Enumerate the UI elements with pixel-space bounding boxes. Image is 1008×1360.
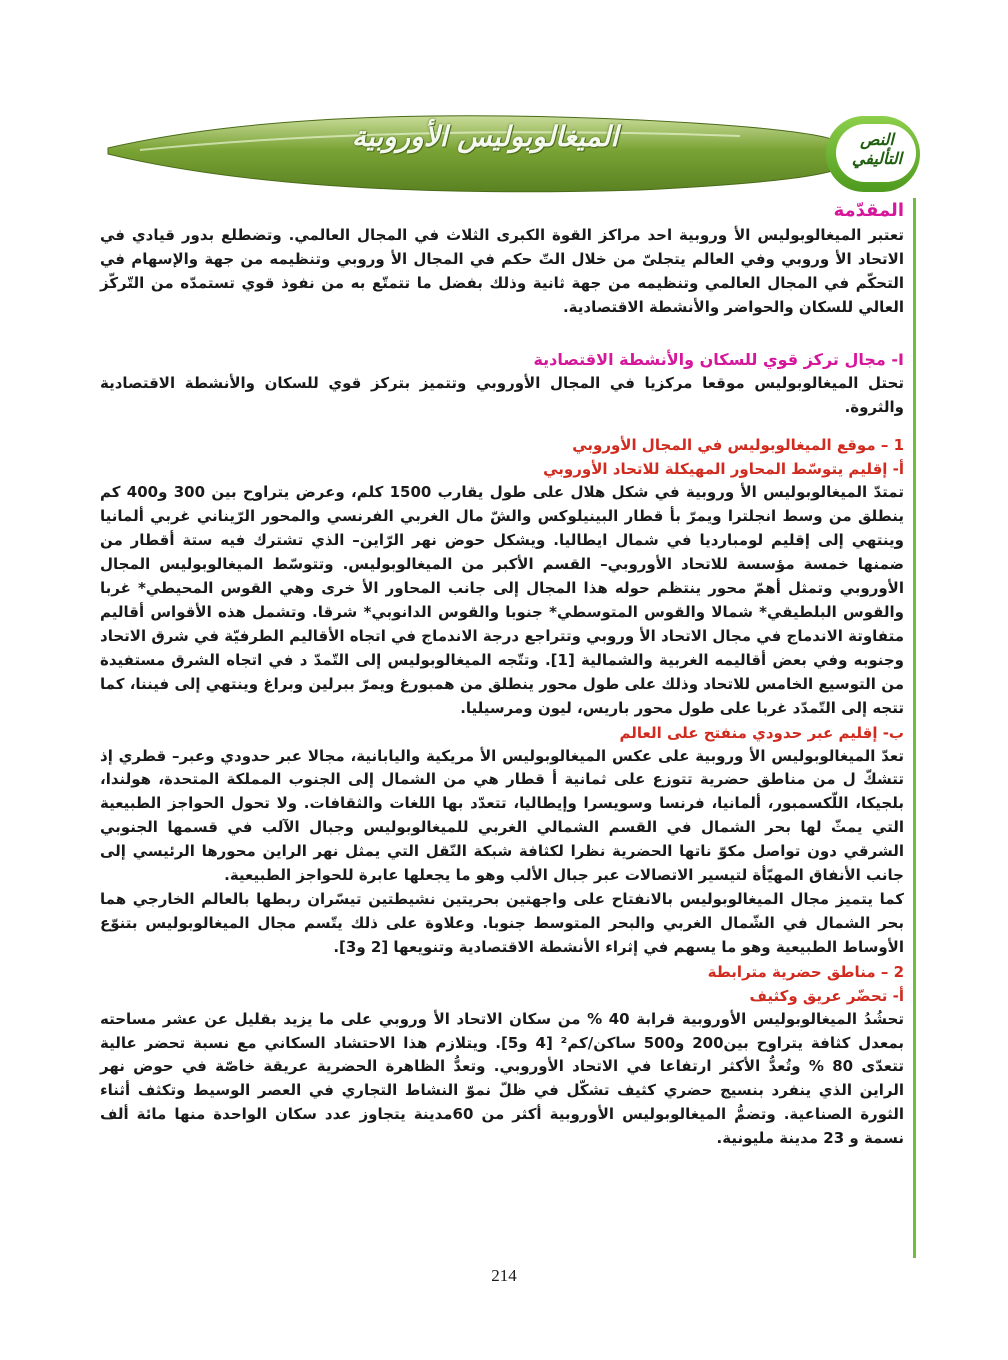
article-body [100, 198, 904, 1151]
sub2a-paragraph: تحشُدُ الميغالوبوليس الأوروبية قرابة 40 % من سكان الاتحاد الأ وروبي على ما يزيد بقليل عن عشر مساحته بمعدل كثافة يتراوح بين200 و500 ساكن/كم² [4 و5]. ويتلازم هذا الاحتشاد السكاني مع نسبة تحضر عالية تتعدّى 80 % وتُعدُّ الأكثر ارتفاعا في الاتحاد الأوروبي. وتعدُّ الظاهرة الحضرية عريقة خاصّة في حوض نهر الراين الذي ينفرد بنسيج حضري كثيف تشكّل في ظلّ نموّ النشاط التجاري في العصر الوسيط وتكثف أثناء الثورة الصناعية. وتضمُّ الميغالوبوليس الأوروبية أكثر من 60مدينة يتجاوز عدد سكان الواحدة منها مائة ألف نسمة و 23 مدينة مليونية. [100, 1009, 905, 1148]
spacer [100, 320, 904, 334]
page-number: 214 [491, 1266, 517, 1285]
sub1b-paragraph-2: كما يتميز مجال الميغالوبوليس بالانفتاح على واجهتين بحريتين نشيطتين تيسّران ربطها بالعالم الخارجي هما بحر الشمال في الشّمال الغربي والبحر المتوسط جنوبا. وعلاوة على ذلك يتّسم مجال الميغالوبوليس بتنوّع الأوساط الطبيعية وهو ما يسهم في إثراء الأنشطة الاقتصادية وتنويعها [2 و3]. [100, 889, 904, 956]
spacer [100, 419, 904, 433]
intro-paragraph: تعتبر الميغالوبوليس الأ وروبية احد مراكز القوة الكبرى الثلاث في المجال العالمي. وتضطلع بدور قيادي في الاتحاد الأ وروبي وفي العالم يتجلىّ من خلال التّ حكم في المجال الأ وروبي وتنظيمه من جهة والإسهام في التحكّم في المجال العالمي وتنظيمه من جهة ثانية وذلك بفضل ما تتمتّع به من نفوذ قوي تستمدّه من التّركّز العالي للسكان والحواضر والأنشطة الاقتصادية. [100, 226, 904, 316]
sub2-heading: 2 – مناطق حضرية مترابطة [707, 962, 904, 981]
section-badge: النص التأليفي [851, 130, 903, 168]
sub1a-paragraph: تمتدّ الميغالوبوليس الأ وروبية في شكل هلال على طول يقارب 1500 كلم، وعرض يتراوح بين 300 و400 كم ينطلق من وسط انجلترا ويمرّ بأ قطار البينيلوكس والشّ مال الغربي الفرنسي والمحور الرّيناني غربي ألمانيا وينتهي إلى إقليم لومبارديا في شمال ايطاليا. ويشكل حوض نهر الرّاين– الذي تشترك فيه ستة أقطار من ضمنها خمسة مؤسسة للاتحاد الأوروبي– القسم الأكبر من الميغالوبوليس. وتتوسّط الميغالوبوليس المجال الأوروبي وتمثل أهمّ محور ينتظم حوله هذا المجال إلى جانب المحاور الأ خرى وهي القوس المحيطي* غربا والقوس البلطيقي* شمالا والقوس المتوسطي* جنوبا والقوس الدانوبي* شرقا. وتشمل هذه الأقواس أقاليم متفاوتة الاندماج في مجال الاتحاد الأ وروبي وتتراجع درجة الاندماج في اتجاه الأقاليم الطرفيّة في شرق الاتحاد وجنوبه وفي بعض أقاليمه الغربية والشمالية [1]. وتتّجه الميغالوبوليس إلى التّمدّ د في اتجاه الشرق مستفيدة من التوسيع الخامس للاتحاد وذلك على طول محور ينطلق من همبورغ ويمرّ ببرلين وبراغ وينتهي إلى فيننا، كما تتجه إلى التّمدّد غربا على طول محور باريس، ليون ومرسيليا. [100, 483, 904, 717]
sub2a-heading: أ- تحضّر عريق وكثيف [749, 986, 904, 1005]
section1-heading: I- مجال تركز قوي للسكان والأنشطة الاقتصادية [533, 349, 904, 369]
sub1b-paragraph-1: تعدّ الميغالوبوليس الأ وروبية على عكس الميغالوبوليس الأ مريكية واليابانية، مجالا عبر حدودي وعبر– قطري إذ تتشكّ ل من مناطق حضرية تتوزع على ثمانية أ قطار هي من الشمال إلى الجنوب المملكة المتحدة، هولندا، بلجيكا، اللّكسمبور، ألمانيا، فرنسا وسويسرا وإيطاليا، تتعدّد بها اللغات والثقافات. ولا تحول الحواجز الطبيعية التي يمثّ لها بحر الشمال في القسم الشمالي الغربي للميغالوبوليس وجبال الآلب في قسمها الجنوبي الشرقي دون تواصل مكوّ ناتها الحضرية نظرا لكثافة شبكة النّقل التي يمثل نهر الراين محورها الرئيسي إلى جانب الأنفاق المهيّأة لتيسير الاتصالات عبر جبال الألب وهو ما يجعلها عابرة للحواجز الطبيعية. [100, 746, 904, 885]
sub1-heading: 1 – موقع الميغالوبوليس في المجال الأوروبي [572, 436, 904, 455]
side-rule [913, 198, 916, 1258]
page-header-banner [100, 110, 920, 198]
page-title: الميغالوبوليس الأوروبية [351, 120, 619, 153]
intro-heading: المقدّمة [833, 200, 904, 221]
section1-paragraph: تحتل الميغالوبوليس موقعا مركزيا في المجال الأوروبي وتتميز بتركز قوي للسكان والأنشطة الاقتصادية والثروة. [100, 373, 904, 416]
sub1b-heading: ب- إقليم عبر حدودي منفتح على العالم [619, 723, 904, 742]
sub1a-heading: أ- إقليم يتوسّط المحاور المهيكلة للاتحاد الأوروبي [543, 460, 904, 479]
